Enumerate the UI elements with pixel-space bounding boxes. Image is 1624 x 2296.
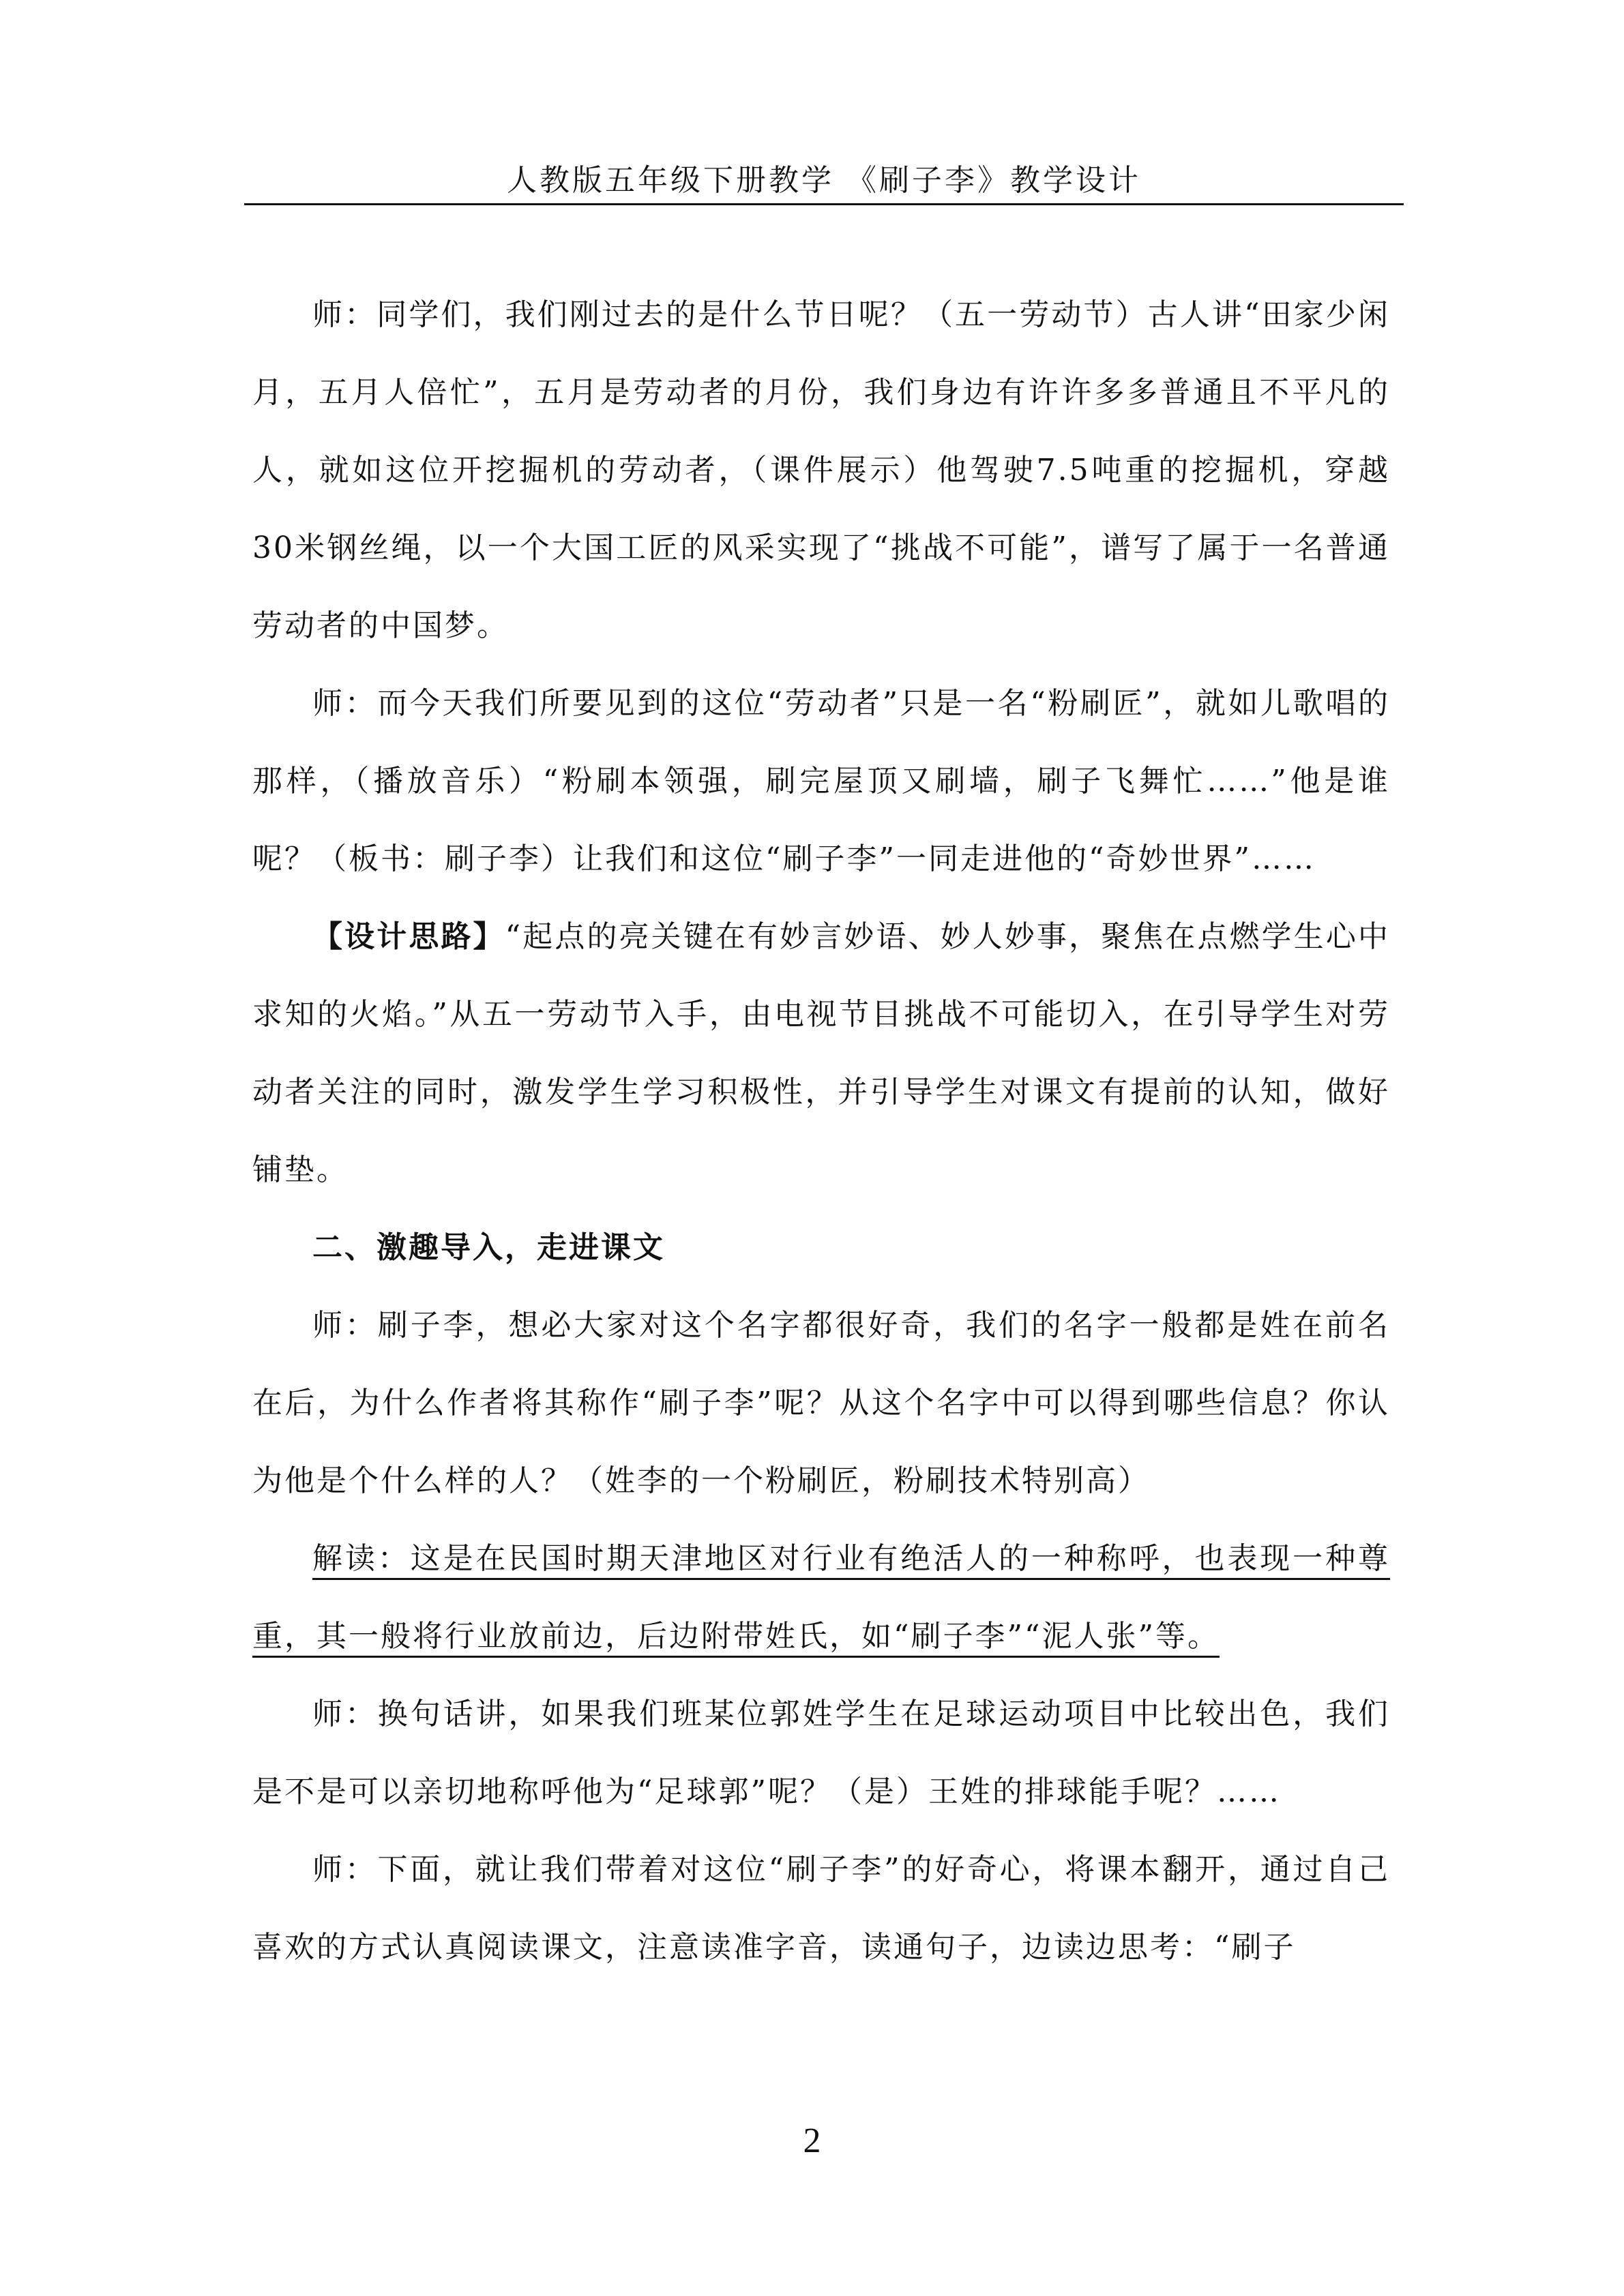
design-idea-label: 【设计思路】	[312, 919, 505, 954]
design-idea-text: “起点的亮关键在有妙言妙语、妙人妙事，聚焦在点燃学生心中求知的火焰。”从五一劳动节入手，由电视节目挑战不可能切入，在引导学生对劳动者关注的同时，激发学生学习积极性，并引导学生对课文有提前的认知，做好铺垫。	[252, 919, 1390, 1187]
paragraph-teacher-example: 师：换句话讲，如果我们班某位郭姓学生在足球运动项目中比较出色，我们是不是可以亲切地称呼他为“足球郭”呢？（是）王姓的排球能手呢？……	[252, 1697, 1390, 1809]
page-number: 2	[803, 2121, 821, 2160]
paragraph-teacher-intro: 师：同学们，我们刚过去的是什么节日呢？（五一劳动节）古人讲“田家少闲月，五月人倍忙”，五月是劳动者的月份，我们身边有许许多多普通且不平凡的人，就如这位开挖掘机的劳动者，（课件展示）他驾驶7.5吨重的挖掘机，穿越30米钢丝绳，以一个大国工匠的风采实现了“挑战不可能”，谱写了属于一名普通劳动者的中国梦。	[252, 297, 1390, 643]
document-body	[252, 276, 1390, 1986]
paragraph-teacher-reading: 师：下面，就让我们带着对这位“刷子李”的好奇心，将课本翻开，通过自己喜欢的方式认真阅读课文，注意读准字音，读通句子，边读边思考：“刷子	[252, 1852, 1390, 1965]
paragraph-teacher-painter: 师：而今天我们所要见到的这位“劳动者”只是一名“粉刷匠”，就如儿歌唱的那样，（播放音乐）“粉刷本领强，刷完屋顶又刷墙，刷子飞舞忙……”他是谁呢？（板书：刷子李）让我们和这位“刷子李”一同走进他的“奇妙世界”……	[252, 686, 1390, 876]
interpretation-text: 解读：这是在民国时期天津地区对行业有绝活人的一种称呼，也表现一种尊重，其一般将行业放前边，后边附带姓氏，如“刷子李”“泥人张”等。	[252, 1541, 1390, 1654]
paragraph-interpretation	[252, 1520, 1390, 1675]
paragraph-design-idea	[252, 898, 1390, 1209]
header-divider	[244, 203, 1404, 205]
paragraph-teacher-name-question: 师：刷子李，想必大家对这个名字都很好奇，我们的名字一般都是姓在前名在后，为什么作者将其称作“刷子李”呢？从这个名字中可以得到哪些信息？你认为他是个什么样的人？（姓李的一个粉刷匠，粉刷技术特别高）	[252, 1308, 1390, 1498]
page-header-title: 人教版五年级下册教学 《刷子李》教学设计	[507, 163, 1141, 198]
section-heading: 二、激趣导入，走进课文	[312, 1230, 665, 1265]
